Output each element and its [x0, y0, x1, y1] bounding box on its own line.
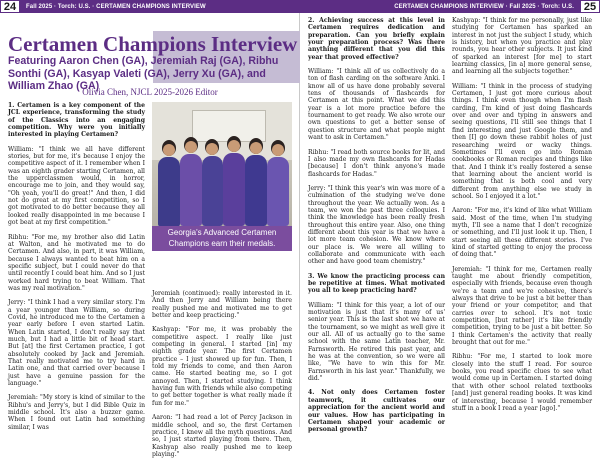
photo-person: [267, 157, 289, 226]
answer-paragraph: Jerry: "I think this year's win was more of a culmination of the studying we've done throughout the year. We actually won. As a team, we won the past three colloquies. I think the knowledge has been really fresh throughout this entire year. Also, one thing different about this year is that we have a lot more team cohesion. We know where our place is. We were all willing to collaborate and communicate with each other and have good team chemistry.": [308, 184, 445, 266]
question-3: 3. We know the practicing process can be repetitive at times. What motivated you all to keep practicing hard?: [308, 272, 445, 295]
photo-face: [228, 140, 240, 152]
left-header-text: Fall 2025 · Torch: U.S. · CERTAMEN CHAMPIONS INTERVIEW: [26, 3, 206, 10]
answer-paragraph: Ribhu: "For me, I started to look more closely into the stuff I read. For source books, you read specific clues to see what would come up in Certamen. I started doing that with other school related textbooks [and] just general reading books. It was kind of interesting, because I would remember stuff in a book I read a year [ago].": [452, 353, 592, 412]
photo-person: [158, 157, 180, 227]
right-page: [300, 0, 600, 434]
photo-face: [163, 144, 175, 156]
left-header-bar: [0, 0, 300, 13]
left-column-1: [8, 102, 145, 438]
question-2: 2. Achieving success at this level in Certamen requires dedication and preparation. Can you briefly explain your preparation process? Was there anything different that you did this year that proved effective?: [308, 17, 445, 61]
right-header-bar: [300, 0, 600, 13]
photo-person: [180, 154, 202, 226]
article-title: Certamen Champions Interview: [8, 32, 298, 56]
photo-face: [206, 143, 218, 155]
right-header-text: CERTAMEN CHAMPIONS INTERVIEW · Fall 2025 · Torch: U.S.: [394, 3, 574, 10]
article-editor: Olivia Chen, NJCL 2025-2026 Editor: [82, 87, 218, 97]
left-page: [0, 0, 300, 458]
question-1: 1. Certamen is a key component of the JCL experience, transforming the study of the Classics into an engaging competition. Why were you initially interested in playing Certamen?: [8, 102, 145, 139]
article-subtitle: Featuring Aaron Chen (GA), Jeremiah Raj (GA), Ribhu Sonthi (GA), Kasyap Valeti (GA), Jerry Xu (GA), and William Zhao (GA): [8, 55, 279, 93]
right-column-1: [308, 17, 445, 441]
answer-paragraph: Kashyap: "I think for me personally, just like studying for Certamen has sparked an interest in not just the subject I study, which is history, but when you practice and play rounds, you hear other subjects. It just kind of sparked an interest [for me] to start learning classics, [in a] more general sense, and learning all the subjects together.": [452, 17, 592, 76]
answer-paragraph: Ribhu: "For me, my brother also did Latin at Walton, and he motivated me to do Certamen. And also, in part, it was William, because I always wanted to beat him on a specific subject, but I could never do that until recently I could beat him. And so I just worked hard trying to beat William. That was my real motivation.": [8, 233, 145, 292]
right-page-number: 25: [580, 0, 600, 13]
answer-paragraph: Jeremiah (continued): really interested in it. And then Jerry and William being there really pushed me and motivated me to get better and keep practicing.": [152, 290, 292, 320]
left-page-number: 24: [0, 0, 20, 13]
answer-paragraph: William: "I think we all have different stories, but for me, it's because I enjoy the competitive aspect of it. I remember when I was an eighth grader starting Certamen, all the upperclassmen would, in horror, encourage me to join, and they would say, "Oh yeah, you'll do great!" And then, I did not do great at my first competition, so I got motivated to do better because they all looked really disappointed in me because I got beat at my first competition.": [8, 145, 145, 227]
answer-paragraph: Aaron: "I had read a lot of Percy Jackson in middle school, and so, the first Certamen practice, I knew all the myth questions. And so, I just started playing from there. Then, Kashyap also really pushed me to keep playing.": [152, 414, 292, 458]
photo-person: [245, 155, 267, 226]
photo-caption: Georgia's Advanced Certamen Champions earn their medals.: [152, 226, 292, 251]
answer-paragraph: Aaron: "For me, it's kind of like what William said. Most of the time, when I'm studying myth, I'll see a name that I don't recognize or something, and I'll just look it up. Then, I start seeing all these different stories. I've kind of started getting to enjoy the process of doing that.": [452, 207, 592, 259]
team-photo: [152, 102, 292, 226]
question-4: 4. Not only does Certamen foster teamwork, it cultivates our appreciation for the ancient world and our values. How has participating in Certamen shaped your academic or personal growth?: [308, 389, 445, 434]
photo-person: [223, 153, 245, 226]
answer-paragraph: Jeremiah: "I think for me, Certamen really taught me about friendly competition, especially with friends, because even though we're a team and we're cohesive, there's always that drive to be just a bit better than your friend or your competitor, and that carries over to school. It's not toxic competition, [but rather] it's like friendly competition, trying to be just a bit better. So I think Certamen's the activity that really brought that out for me.": [452, 265, 592, 347]
photo-face: [185, 141, 197, 153]
photo-person: [202, 156, 223, 226]
answer-paragraph: William: "I think all of us collectively do a ton of flash carding on the software Anki. I know all of us have done probably several tens of thousands of flashcards for Certamen at this point. What we did this year is a lot more practice before the tournament to get ready. We also wrote our own questions to get a better sense of question structure and what people might want to ask in Certamen.": [308, 68, 445, 142]
photo-face: [272, 144, 284, 156]
answer-paragraph: Ribhu: "I read both source books for lit, and I also made my own flashcards for Hadas [because] I don't think anyone's made flashcards for Hadas.": [308, 148, 445, 178]
photo-face: [250, 142, 262, 154]
answer-paragraph: Jerry: "I think I had a very similar story. I'm a year younger than William, so during Covid, he introduced me to the Certamen a year early before I even started Latin. When Latin started, I don't really say that much, but I had a little bit of head start. But [at] the first Certamen practice, I got absolutely cooked by Jack and Jeremiah. That really motivated me to try hard in Latin one, and that carried over because I just have a genuine passion for the language.": [8, 299, 145, 388]
right-column-2: [452, 17, 592, 419]
answer-paragraph: William: "I think for this year, a lot of our motivation is just that it's many of us' senior year. This is the last shot we have at the tournament, so we might as well give it our all. All of us actually go to the same school with the same Latin teacher, Mr. Farnsworth. He retired this past year, and he was at the convention, so we were all like, "We have to win this for Mr. Farnsworth in his last year." Thankfully, we did.": [308, 301, 445, 383]
answer-paragraph: Kashyap: "For me, it was probably the competitive aspect. I really like just competing in general. I started [in] my eighth grade year. The first Certamen practice – I just showed up for fun. Then, I told my friends to come, and then Aaron came. He started beating me, so I got annoyed. Then, I started studying. I think having fun with friends while also competing to get better together is what really made it fun for me.": [152, 326, 292, 407]
answer-paragraph: Jeremiah: "My story is kind of similar to the Ribhu's and Jerry's, but I did Bible Quiz in middle school. It's also a buzzer game. When I found out Latin had something similar, I was: [8, 394, 145, 431]
answer-paragraph: William: "I think in the process of studying Certamen, I just got more curious about things. I think even though when I'm flash carding, I'm kind of just doing flashcards over and over and typing in answers and seeing questions, I'll still see things that I find interesting and just Google them, and then [I] go down these rabbit holes of just researching weird or wacky things. Sometimes I'll even go into Roman cookbooks or Roman recipes and things like that. And I think it's really fostered a sense that learning about the ancient world is something that is both cool and very different from anything else we study in school. So I enjoyed it a lot.": [452, 82, 592, 200]
left-column-2: [152, 290, 292, 465]
